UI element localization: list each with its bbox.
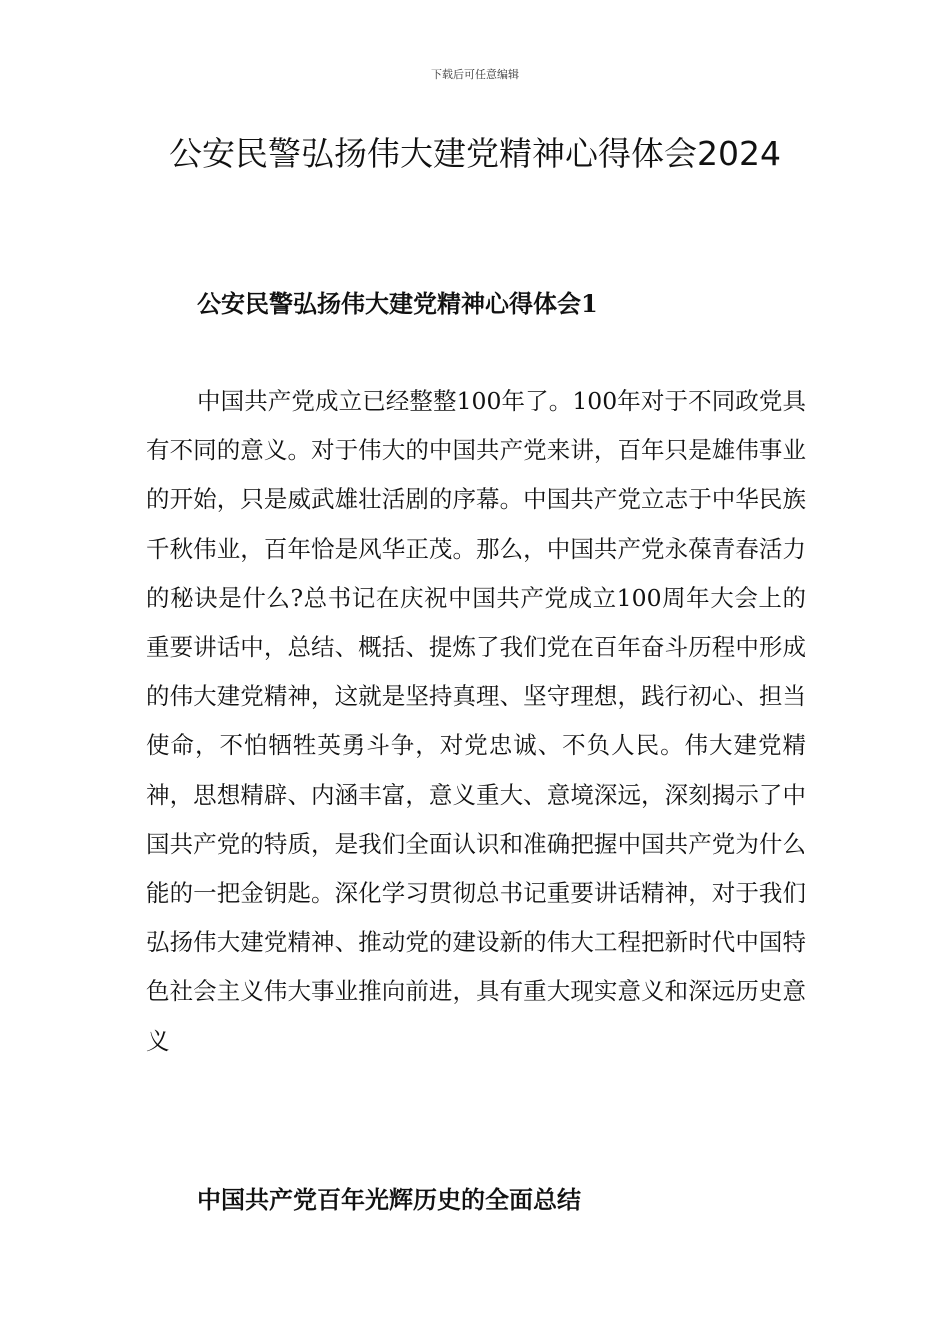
header-note: 下载后可任意编辑 bbox=[431, 68, 519, 81]
section-heading: 公安民警弘扬伟大建党精神心得体会1 bbox=[197, 289, 598, 318]
document-title: 公安民警弘扬伟大建党精神心得体会2024 bbox=[169, 134, 781, 173]
section-heading: 中国共产党百年光辉历史的全面总结 bbox=[197, 1185, 581, 1214]
body-paragraph: 中国共产党成立已经整整100年了。100年对于不同政党具有不同的意义。对于伟大的中国共产党来讲，百年只是雄伟事业的开始，只是威武雄壮活剧的序幕。中国共产党立志于中华民族千秋伟业，百年恰是风华正茂。那么，中国共产党永葆青春活力的秘诀是什么?总书记在庆祝中国共产党成立100周年大会上的重要讲话中，总结、概括、提炼了我们党在百年奋斗历程中形成的伟大建党精神，这就是坚持真理、坚守理想，践行初心、担当使命，不怕牺牲英勇斗争，对党忠诚、不负人民。伟大建党精神，思想精辟、内涵丰富，意义重大、意境深远，深刻揭示了中国共产党的特质，是我们全面认识和准确把握中国共产党为什么能的一把金钥匙。深化学习贯彻总书记重要讲话精神，对于我们弘扬伟大建党精神、推动党的建设新的伟大工程把新时代中国特色社会主义伟大事业推向前进，具有重大现实意义和深远历史意义 bbox=[146, 387, 806, 1055]
